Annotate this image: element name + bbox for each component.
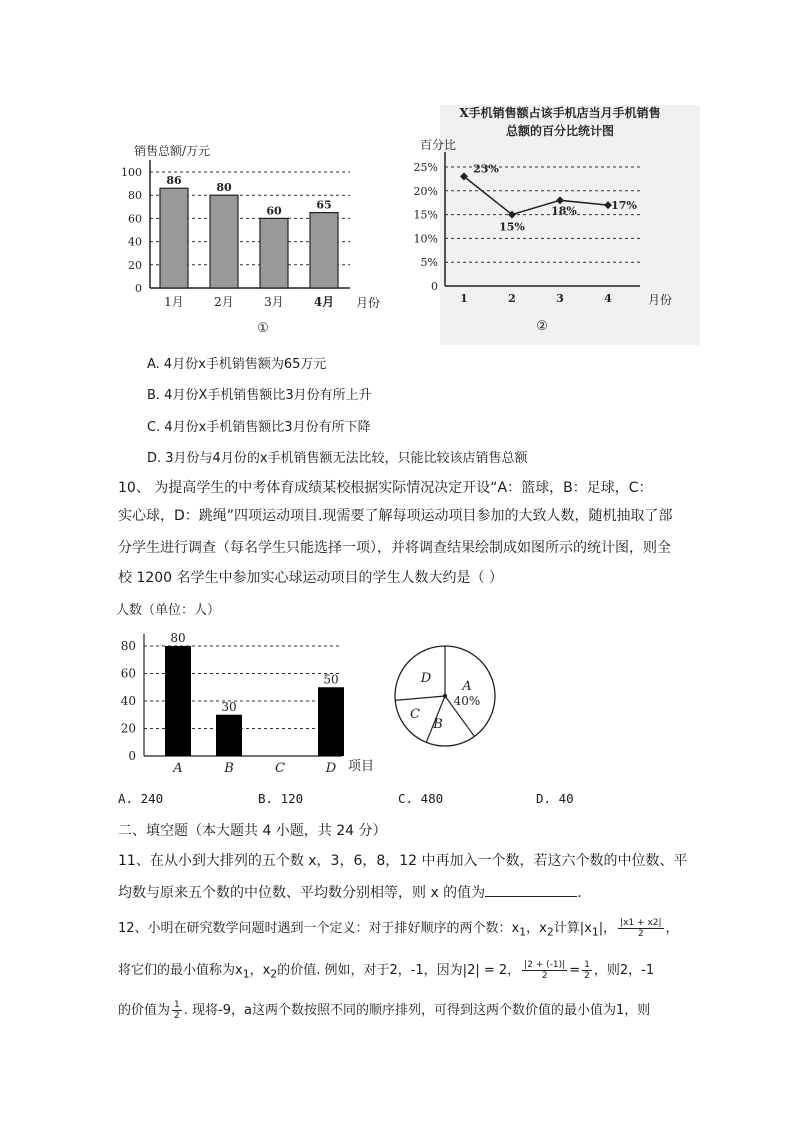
q12-l2-fraction <box>522 960 567 981</box>
chart2-point-label: 17% <box>611 199 637 213</box>
chart1-xtick: 3月 <box>264 295 284 309</box>
chart1-ytick: 40 <box>128 235 142 249</box>
q12-l2-e: ，则2，-1 <box>593 963 655 978</box>
section-2-heading: 二、填空题（本大题共 4 小题，共 24 分） <box>118 823 387 839</box>
chart3-bar <box>165 646 191 756</box>
q11-line-2-end: . <box>577 885 582 901</box>
chart3-bar <box>216 715 242 756</box>
chart2-xtick: 3 <box>556 292 564 305</box>
chart2-ytick: 20% <box>413 184 438 198</box>
q10-line-1: 10、 为提高学生的中考体育成绩某校根据实际情况决定开设“A：篮球，B：足球，C： <box>118 480 653 496</box>
chart1-bar <box>160 188 188 288</box>
chart2-xtick: 1 <box>460 292 468 305</box>
q12-l3-a: 的价值为 <box>118 1003 171 1018</box>
q12-l2-sub1: 1 <box>242 967 250 981</box>
chart2-series-line <box>464 177 608 218</box>
q10-choice-a: A. 240 <box>118 791 164 806</box>
chart3-bar-value: 80 <box>170 631 186 645</box>
chart2-ytick: 10% <box>413 232 438 246</box>
q12-l3-fraction <box>172 1000 182 1021</box>
chart3-bar <box>318 687 344 756</box>
chart4-center-dot <box>443 694 447 698</box>
q10-choice-c: C. 480 <box>398 791 444 806</box>
chart3-xtick: B <box>224 761 234 776</box>
chart3-ytick: 20 <box>120 721 136 736</box>
chart1-bar <box>210 195 238 288</box>
chart1-ytick: 100 <box>121 166 142 179</box>
q12-line-3 <box>118 1000 698 1022</box>
chart4-slice-label: A <box>462 679 472 694</box>
q9-option-b: B. 4月份X手机销售额比3月份有所上升 <box>147 388 372 403</box>
q12-l1-sub1: 1 <box>519 925 527 939</box>
chart1-bar-value: 65 <box>316 198 332 212</box>
chart3-ytick: 80 <box>120 639 136 653</box>
chart4-slice-label: B <box>433 717 443 732</box>
q12-l1-fraction <box>618 918 663 939</box>
chart1-ytick: 80 <box>128 189 142 203</box>
q12-l1-c: 计算|x <box>553 921 592 936</box>
q11-answer-blank <box>485 882 577 897</box>
chart1-bar-value: 86 <box>166 174 182 188</box>
chart1-ytick: 60 <box>128 212 142 226</box>
chart1-caption: ① <box>257 321 269 336</box>
q9-option-c: C. 4月份x手机销售额比3月份有所下降 <box>147 420 371 435</box>
q10-line-4: 校 1200 名学生中参加实心球运动项目的学生人数大约是（ ） <box>118 570 503 586</box>
chart4-slice-percent: 40% <box>453 694 481 708</box>
chart2-ytick: 25% <box>413 161 438 174</box>
q10-line-3: 分学生进行调查（每名学生只能选择一项），并将调查结果绘制成如图所示的统计图，则全 <box>118 540 671 556</box>
chart1-xlabel: 月份 <box>355 296 381 310</box>
q12-l3-b: . 现将-9，a这两个数按照不同的顺序排列，可得到这两个数价值的最小值为1，则 <box>183 1003 651 1018</box>
q11-line-2 <box>118 882 698 904</box>
chart2-point <box>556 196 564 204</box>
chart1-ylabel: 销售总额/万元 <box>134 144 211 158</box>
chart2-xtick: 4 <box>604 292 612 305</box>
chart-3-people-bar <box>112 598 382 778</box>
chart3-xtick: C <box>275 761 285 776</box>
chart3-xtick: A <box>173 761 183 776</box>
chart4-slice-label: D <box>420 671 432 686</box>
chart3-bar-value: 50 <box>323 672 339 687</box>
q11-line-1: 11、在从小到大排列的五个数 x，3，6，8，12 中再加入一个数，若这六个数的中位数、平 <box>118 853 688 869</box>
q12-line-2 <box>118 960 698 986</box>
q12-l2-a: 将它们的最小值称为x <box>118 963 243 978</box>
chart1-xtick: 4月 <box>313 295 335 309</box>
q10-choice-b: B. 120 <box>258 791 304 806</box>
q12-l2-b: ，x <box>249 963 271 978</box>
q12-line-1 <box>118 918 698 944</box>
chart1-ytick: 0 <box>135 282 142 295</box>
q12-l2-frac-num: |2 + (-1)| <box>524 960 566 970</box>
q9-option-d: D. 3月份与4月份的x手机销售额无法比较，只能比较该店销售总额 <box>147 451 528 466</box>
chart-1-monthly-sales-bar <box>120 135 400 345</box>
q12-l1-sub2: 2 <box>546 925 554 939</box>
chart2-xtick: 2 <box>508 292 516 305</box>
chart3-ytick: 40 <box>120 694 136 708</box>
q12-l1-d: |， <box>598 921 617 936</box>
q12-l2-equals: = <box>569 963 581 978</box>
chart3-xtick: D <box>325 761 337 776</box>
chart1-xtick: 2月 <box>214 295 234 309</box>
q12-l2-c: 的价值. 例如，对于2，-1，因为|2| = 2， <box>277 963 521 978</box>
chart1-bar-value: 60 <box>266 204 282 218</box>
q12-l1-frac-num: |x1 + x2| <box>620 918 662 928</box>
q12-l1-frac-den: 2 <box>637 929 644 939</box>
q10-line-2: 实心球，D：跳绳”四项运动项目.现需要了解每项运动项目参加的大致人数，随机抽取了部 <box>118 508 673 524</box>
chart2-ytick: 15% <box>413 208 438 222</box>
q12-l2-frac2-den: 2 <box>584 971 590 981</box>
chart2-title-line2: 总额的百分比统计图 <box>505 124 615 138</box>
q11-line-2-text: 均数与原来五个数的中位数、平均数分别相等，则 x 的值为 <box>118 885 486 901</box>
q12-l3-frac-num: 1 <box>174 1000 180 1010</box>
chart-2-percentage-line <box>400 100 700 345</box>
chart2-ylabel: 百分比 <box>420 138 457 152</box>
chart3-xlabel: 项目 <box>348 759 375 774</box>
q12-l1-e: ， <box>665 921 679 936</box>
chart2-point-label: 23% <box>473 162 499 176</box>
chart1-ytick: 20 <box>128 258 142 272</box>
chart2-xlabel: 月份 <box>647 293 673 307</box>
q12-l1-a: 12、小明在研究数学问题时遇到一个定义：对于排好顺序的两个数：x <box>118 921 520 936</box>
q12-l1-sub3: 1 <box>591 925 599 939</box>
q12-l2-frac-den: 2 <box>541 971 548 981</box>
chart2-point-label: 15% <box>499 220 525 234</box>
chart-4-pie <box>390 618 510 748</box>
chart4-slice-label: C <box>410 707 420 722</box>
q9-option-a: A. 4月份x手机销售额为65万元 <box>147 357 327 372</box>
chart2-ytick: 0 <box>431 280 438 293</box>
q12-l2-sub2: 2 <box>270 967 278 981</box>
chart3-ytick: 60 <box>120 666 136 681</box>
chart1-bar <box>310 213 338 288</box>
chart1-bar-value: 80 <box>216 181 232 195</box>
chart1-xtick: 1月 <box>164 295 184 309</box>
q12-l1-b: ，x <box>526 921 547 936</box>
chart2-ytick: 5% <box>420 256 438 270</box>
chart1-bar <box>260 218 288 288</box>
q12-l3-frac-den: 2 <box>174 1011 180 1021</box>
chart3-bar-value: 30 <box>221 699 237 714</box>
chart2-caption: ② <box>536 319 548 334</box>
chart3-ytick: 0 <box>128 749 136 763</box>
chart2-point-label: 18% <box>551 204 577 218</box>
q12-l2-frac2-num: 1 <box>584 960 590 970</box>
q10-choice-d: D. 40 <box>536 791 574 806</box>
chart2-title-line1: X手机销售额占该手机店当月手机销售 <box>459 106 661 120</box>
q12-l2-fraction-2 <box>582 960 592 981</box>
chart3-ylabel: 人数（单位：人） <box>116 603 221 618</box>
